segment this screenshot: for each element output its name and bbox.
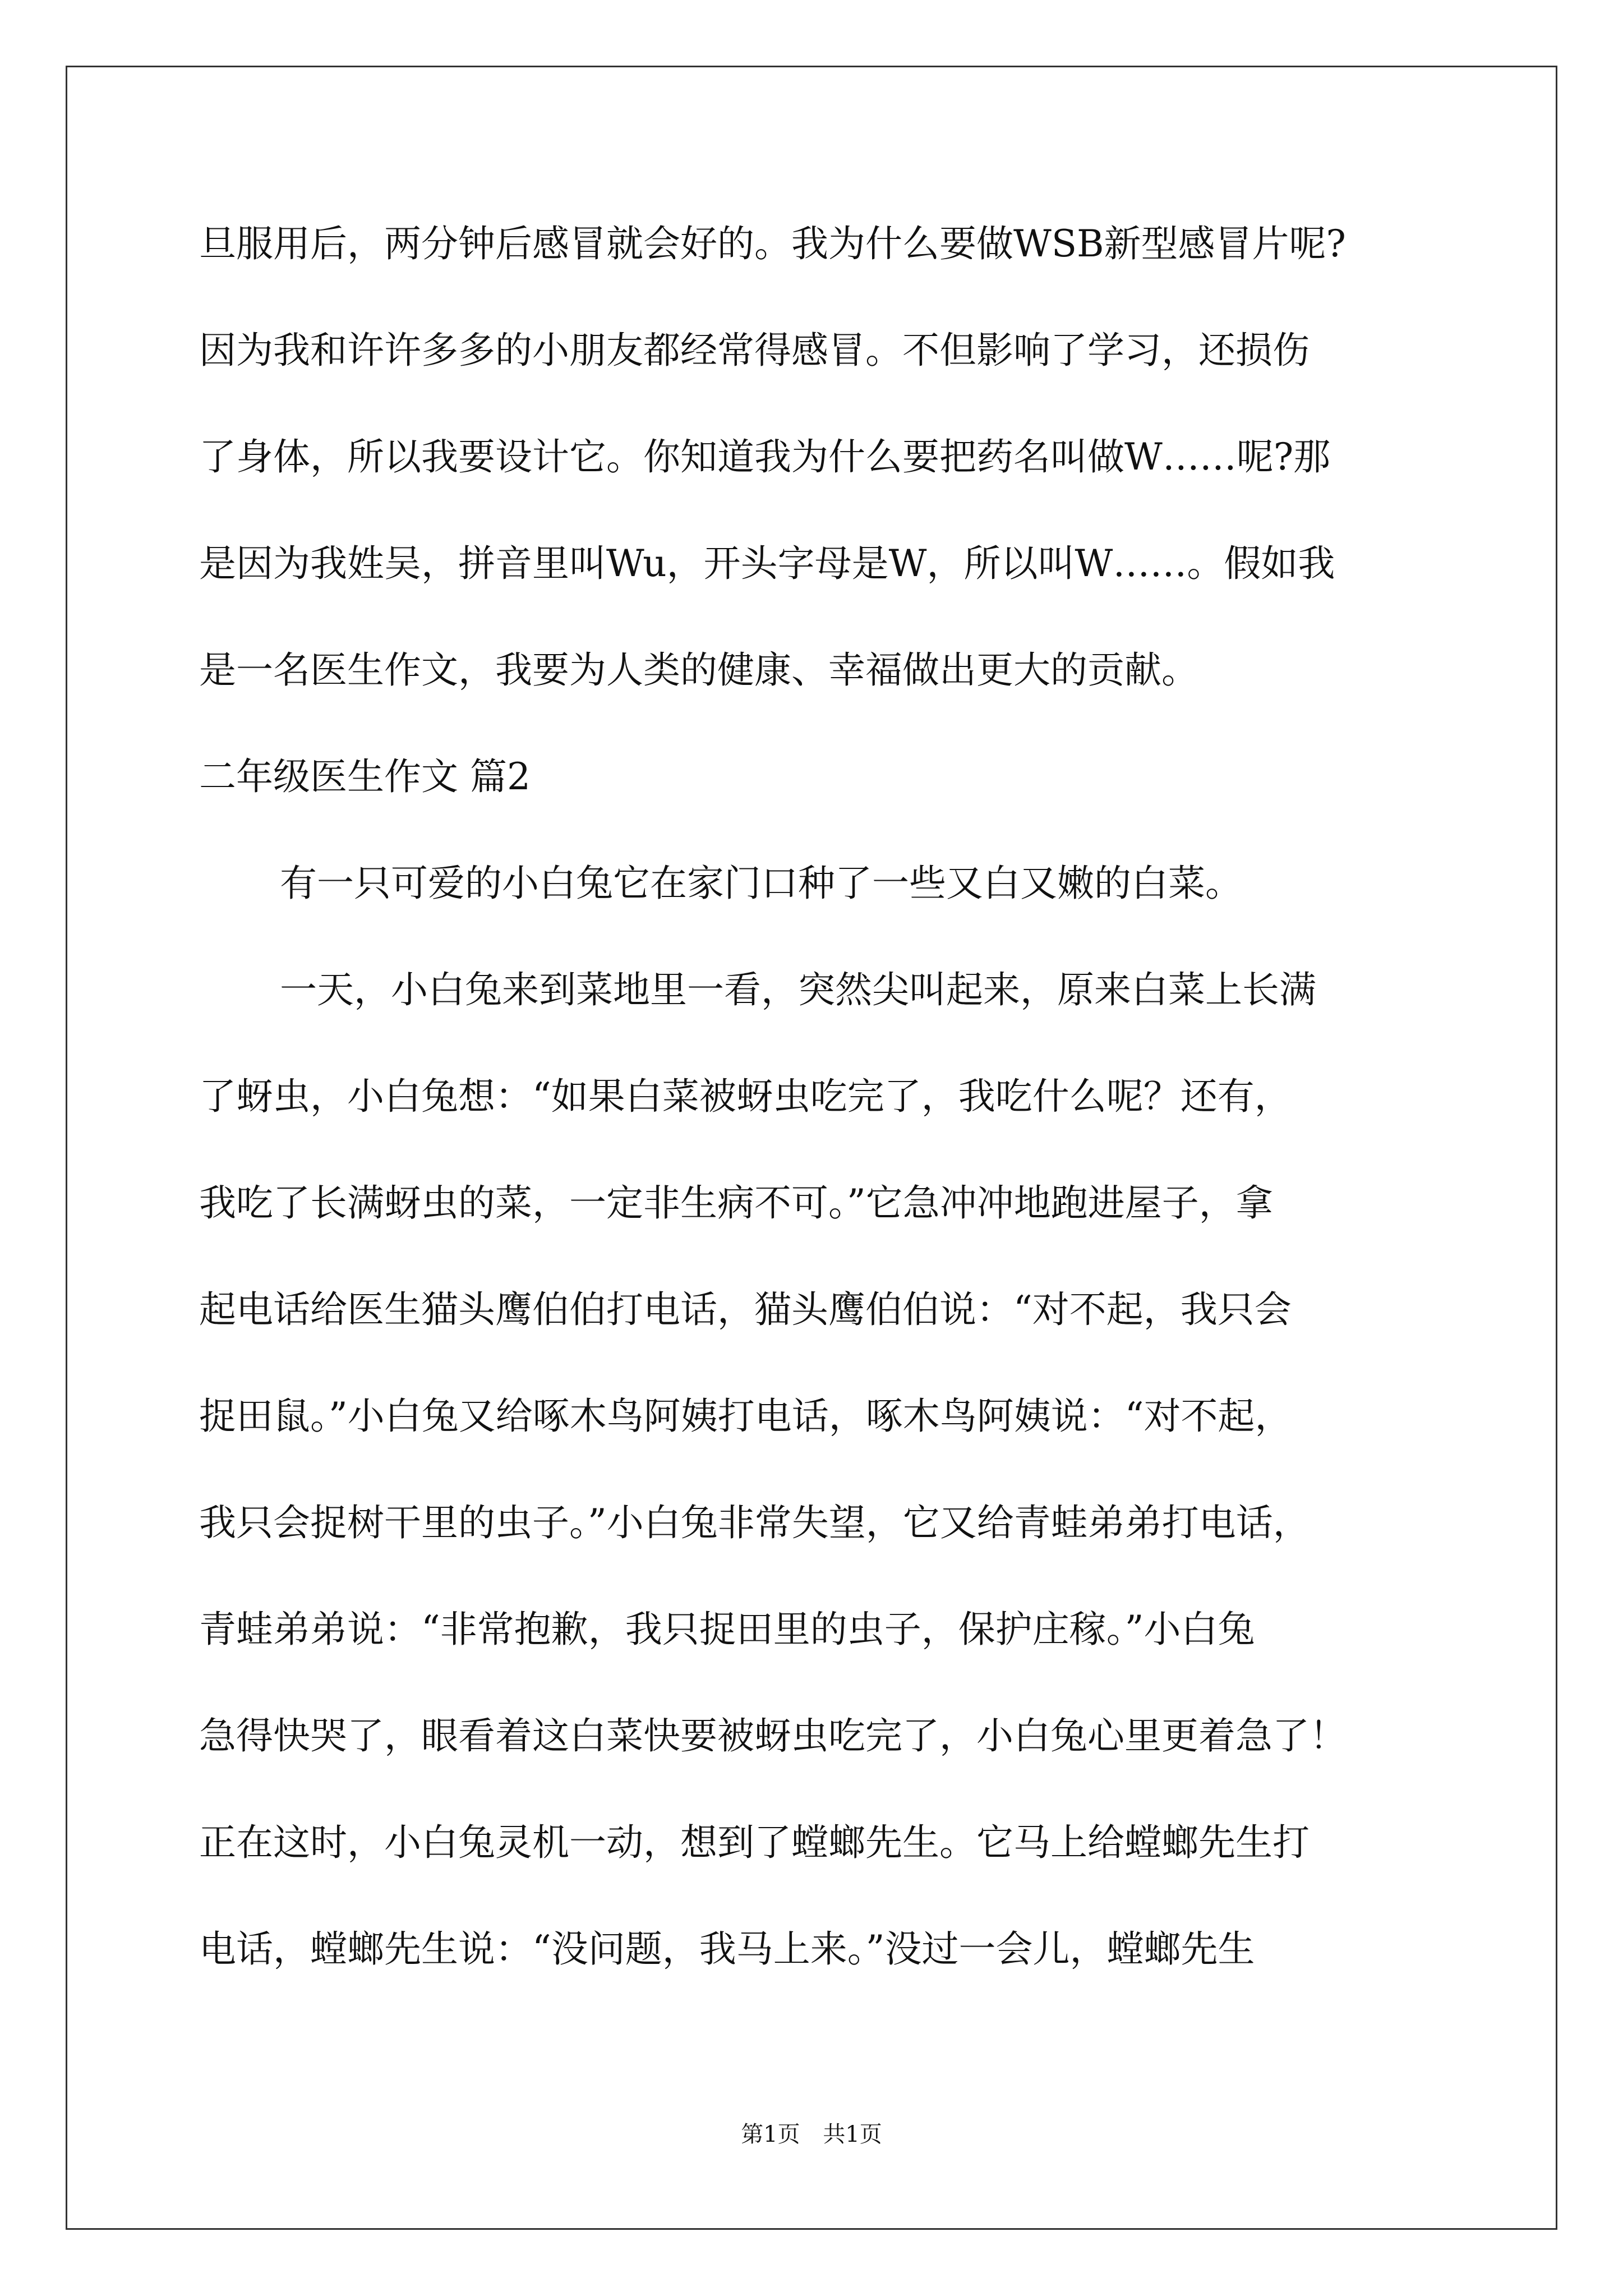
text-line: 起电话给医生猫头鹰伯伯打电话，猫头鹰伯伯说：“对不起，我只会 [199,1288,1292,1331]
text-line: 青蛙弟弟说：“非常抱歉，我只捉田里的虫子，保护庄稼。”小白兔 [199,1608,1255,1651]
document-body [199,216,1427,2028]
text-line: 是一名医生作文，我要为人类的健康、幸福做出更大的贡献。 [199,648,1198,692]
paragraph-start: 有一只可爱的小白兔它在家门口种了一些又白又嫩的白菜。 [280,862,1242,905]
paragraph-start: 一天，小白兔来到菜地里一看，突然尖叫起来，原来白菜上长满 [280,968,1316,1011]
text-line: 急得快哭了，眼看着这白菜快要被蚜虫吃完了，小白兔心里更着急了！ [199,1714,1347,1757]
text-line: 正在这时，小白兔灵机一动，想到了螳螂先生。它马上给螳螂先生打 [199,1821,1310,1864]
text-line: 捉田鼠。”小白兔又给啄木鸟阿姨打电话，啄木鸟阿姨说：“对不起， [199,1395,1292,1438]
text-line: 了蚜虫，小白兔想：“如果白菜被蚜虫吃完了，我吃什么呢？还有， [199,1075,1292,1118]
text-line: 了身体，所以我要设计它。你知道我为什么要把药名叫做W……呢?那 [199,435,1331,478]
section-heading: 二年级医生作文 篇2 [199,755,531,798]
text-line: 旦服用后，两分钟后感冒就会好的。我为什么要做WSB新型感冒片呢? [199,222,1346,265]
text-line: 电话，螳螂先生说：“没问题，我马上来。”没过一会儿，螳螂先生 [199,1927,1255,1971]
page-total: 共1页 [823,2122,882,2147]
text-line: 是因为我姓吴，拼音里叫Wu，开头字母是W，所以叫W……。假如我 [199,542,1335,585]
page-number: 第1页 [741,2122,800,2147]
text-line: 因为我和许许多多的小朋友都经常得感冒。不但影响了学习，还损伤 [199,329,1310,372]
text-line: 我吃了长满蚜虫的菜，一定非生病不可。”它急冲冲地跑进屋子，拿 [199,1181,1273,1225]
text-line: 我只会捉树干里的虫子。”小白兔非常失望，它又给青蛙弟弟打电话， [199,1501,1310,1544]
page-footer [0,2120,1623,2148]
